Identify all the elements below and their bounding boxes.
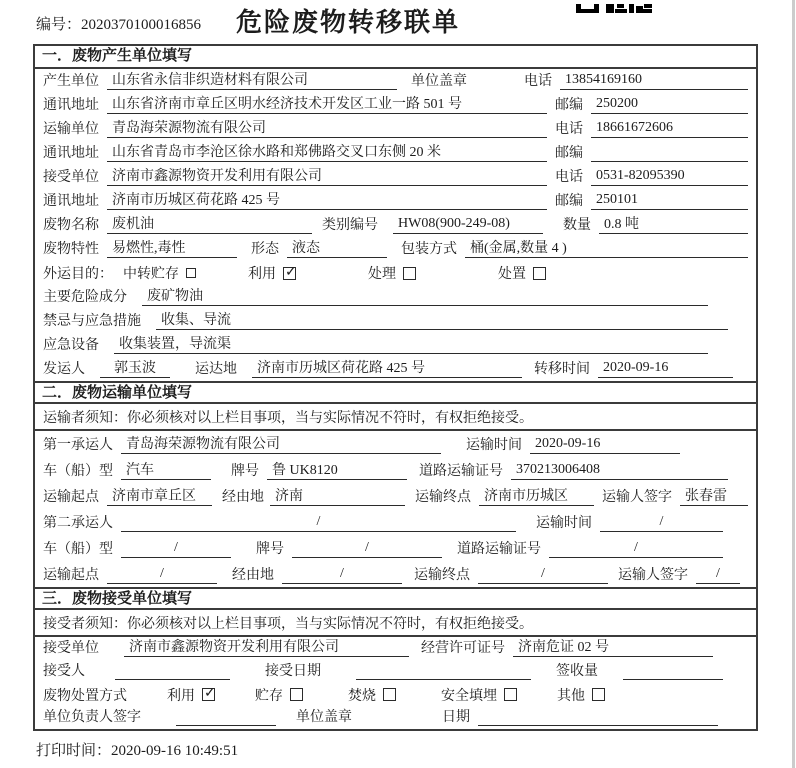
operating-license-label: 经营许可证号 [421, 641, 505, 656]
purpose-option-disposal [498, 263, 546, 283]
producer-zip-label: 邮编 [555, 98, 583, 113]
category-label: 类别编号 [322, 218, 378, 233]
waste-name-label: 废物名称 [43, 218, 99, 233]
row-producer-address [35, 93, 756, 117]
receive-unit-value: 济南市鑫源物资开发利用有限公司 [124, 636, 409, 657]
transporter-zip-label: 邮编 [555, 146, 583, 161]
option-label: 焚烧 [348, 688, 376, 704]
row-consignor [35, 357, 756, 381]
transfer-time-label: 转移时间 [534, 362, 590, 377]
disposal-option-use [167, 685, 215, 705]
operating-license-value: 济南危证 02 号 [513, 636, 713, 657]
end2-label: 运输终点 [414, 568, 470, 583]
transport-time2-label: 运输时间 [536, 516, 592, 531]
taboo-value: 收集、导流 [156, 309, 728, 330]
disposal-checkbox [533, 267, 546, 280]
option-label: 处置 [498, 267, 526, 282]
row-first-carrier [35, 431, 756, 457]
row-receive-person [35, 660, 756, 683]
plate-value: 鲁 UK8120 [267, 459, 407, 480]
carrier-sign-label: 运输人签字 [602, 490, 672, 505]
receiver-zip-label: 邮编 [555, 194, 583, 209]
serial-label: 编号： [36, 17, 82, 33]
transporter-phone-label: 电话 [555, 122, 583, 137]
purpose-option-use [248, 263, 296, 283]
carrier-sign2-value: / [696, 566, 740, 584]
category-value: HW08(900-249-08) [393, 216, 543, 234]
plate-label: 牌号 [231, 464, 259, 479]
packing-label: 包装方式 [401, 242, 457, 257]
hazard-value: 废矿物油 [142, 285, 708, 306]
receiver-address-value: 济南市历城区荷花路 425 号 [107, 189, 547, 210]
option-label: 中转贮存 [123, 267, 179, 282]
road-license-value: 370213006408 [511, 462, 728, 480]
quantity-value: 0.8 吨 [599, 213, 748, 234]
row-receive-unit [35, 637, 756, 660]
second-carrier-value: / [121, 514, 516, 532]
transporter-unit-label: 运输单位 [43, 122, 99, 137]
page-title: 危险废物转移联单 [235, 8, 460, 37]
via-value: 济南 [270, 485, 405, 506]
receiver-zip-value: 250101 [591, 192, 748, 210]
row-waste-name [35, 213, 756, 237]
row-receiver-unit [35, 165, 756, 189]
unit-seal-label: 单位盖章 [411, 74, 467, 89]
transfer-time-value: 2020-09-16 [598, 360, 733, 378]
print-time-value: 2020-09-16 10:49:51 [111, 743, 239, 759]
treatment-checkbox [403, 267, 416, 280]
end2-value: / [478, 566, 608, 584]
road-license-label: 道路运输证号 [419, 464, 503, 479]
row-vehicle-1 [35, 457, 756, 483]
receive-date2-label: 日期 [442, 710, 470, 725]
receive-unit-label: 接受单位 [43, 641, 99, 656]
section3-header: 三．废物接受单位填写 [35, 587, 756, 610]
print-time-line [36, 739, 238, 760]
producer-unit-value: 山东省永信非织造材料有限公司 [107, 69, 397, 90]
chief-signature-label: 单位负责人签字 [43, 710, 141, 725]
signed-amount-label: 签收量 [556, 664, 598, 679]
consignor-value: 郭玉波 [100, 357, 170, 378]
row-disposal-method [35, 683, 756, 706]
purpose-option-transfer-storage [123, 263, 196, 283]
first-carrier-label: 第一承运人 [43, 438, 113, 453]
via-label: 经由地 [222, 490, 264, 505]
row-transporter-address [35, 141, 756, 165]
row-emergency-equipment [35, 333, 756, 357]
producer-zip-value: 250200 [591, 96, 748, 114]
option-label: 利用 [167, 688, 195, 704]
via2-label: 经由地 [232, 568, 274, 583]
purpose-label: 外运目的： [43, 267, 113, 282]
producer-unit-label: 产生单位 [43, 74, 99, 89]
row-route-1 [35, 483, 756, 509]
purpose-option-treatment [368, 263, 416, 283]
destination-label: 运达地 [195, 362, 237, 377]
disposal-method-label: 废物处置方式 [43, 688, 127, 704]
use-checkbox [283, 267, 296, 280]
vehicle-type2-label: 车（船）型 [43, 542, 113, 557]
end-label: 运输终点 [415, 490, 471, 505]
quantity-label: 数量 [563, 218, 591, 233]
row-transporter-unit [35, 117, 756, 141]
row-purpose [35, 261, 756, 285]
receive-date-value [356, 662, 531, 680]
packing-value: 桶(金属,数量 4 ) [465, 237, 748, 258]
receive-person-value [115, 662, 230, 680]
hazard-label: 主要危险成分 [43, 290, 127, 305]
form-value: 液态 [287, 237, 387, 258]
receiver-notice: 接受者须知：你必须核对以上栏目事项，当与实际情况不符时，有权拒绝接受。 [35, 610, 756, 637]
consignor-label: 发运人 [43, 362, 85, 377]
receiver-phone-value: 0531-82095390 [591, 168, 748, 186]
transfer-storage-checkbox [186, 268, 196, 278]
transporter-notice: 运输者须知：你必须核对以上栏目事项，当与实际情况不符时，有权拒绝接受。 [35, 404, 756, 431]
origin-value: 济南市章丘区 [107, 485, 212, 506]
receiver-unit-label: 接受单位 [43, 170, 99, 185]
origin2-label: 运输起点 [43, 568, 99, 583]
disposal-option-storage [255, 685, 303, 705]
signed-amount-value [623, 662, 723, 680]
disposal-option-incineration [348, 685, 396, 705]
first-carrier-value: 青岛海荣源物流有限公司 [121, 433, 441, 454]
disposal-option-landfill [441, 685, 517, 705]
destination-value: 济南市历城区荷花路 425 号 [252, 357, 522, 378]
plate2-label: 牌号 [256, 542, 284, 557]
receiver-address-label: 通讯地址 [43, 194, 99, 209]
receiver-phone-label: 电话 [555, 170, 583, 185]
page-right-edge [792, 0, 795, 768]
character-label: 废物特性 [43, 242, 99, 257]
receive-person-label: 接受人 [43, 664, 85, 679]
vehicle-type2-value: / [121, 540, 231, 558]
option-label: 处理 [368, 267, 396, 282]
option-label: 其他 [557, 688, 585, 704]
transport-time-label: 运输时间 [466, 438, 522, 453]
row-chief-signature [35, 706, 756, 729]
producer-address-value: 山东省济南市章丘区明水经济技术开发区工业一路 501 号 [107, 93, 547, 114]
transporter-phone-value: 18661672606 [591, 120, 748, 138]
qr-code-fragment-icon [576, 0, 652, 18]
via2-value: / [282, 566, 402, 584]
disposal-storage-checkbox [290, 688, 303, 701]
character-value: 易燃性,毒性 [107, 237, 237, 258]
section1-header: 一．废物产生单位填写 [35, 46, 756, 69]
disposal-landfill-checkbox [504, 688, 517, 701]
origin2-value: / [107, 566, 217, 584]
carrier-sign-value: 张春雷 [680, 485, 748, 506]
row-taboo-measures [35, 309, 756, 333]
taboo-label: 禁忌与应急措施 [43, 314, 141, 329]
transport-time2-value: / [600, 514, 723, 532]
disposal-incineration-checkbox [383, 688, 396, 701]
end-value: 济南市历城区 [479, 485, 594, 506]
road-license2-value: / [549, 540, 723, 558]
form-label: 形态 [251, 242, 279, 257]
row-hazard-component [35, 285, 756, 309]
plate2-value: / [292, 540, 442, 558]
equipment-value: 收集装置，导流渠 [114, 333, 708, 354]
vehicle-type-label: 车（船）型 [43, 464, 113, 479]
receive-date2-value [478, 708, 718, 726]
receive-seal-label: 单位盖章 [296, 710, 352, 725]
equipment-label: 应急设备 [43, 338, 99, 353]
section2-header: 二．废物运输单位填写 [35, 381, 756, 404]
disposal-option-other [557, 685, 605, 705]
row-route-2 [35, 561, 756, 587]
manifest-form-table [33, 44, 758, 731]
transport-time-value: 2020-09-16 [530, 436, 680, 454]
transporter-address-value: 山东省青岛市李沧区徐水路和郑佛路交叉口东侧 20 米 [107, 141, 547, 162]
vehicle-type-value: 汽车 [121, 459, 211, 480]
carrier-sign2-label: 运输人签字 [618, 568, 688, 583]
option-label: 贮存 [255, 688, 283, 704]
disposal-use-checkbox [202, 688, 215, 701]
row-vehicle-2 [35, 535, 756, 561]
receive-date-label: 接受日期 [265, 664, 321, 679]
transporter-zip-value [591, 144, 748, 162]
producer-phone-value: 13854169160 [560, 72, 748, 90]
receiver-unit-value: 济南市鑫源物资开发利用有限公司 [107, 165, 547, 186]
print-time-label: 打印时间： [36, 743, 112, 759]
producer-phone-label: 电话 [524, 74, 552, 89]
waste-name-value: 废机油 [107, 213, 312, 234]
transporter-address-label: 通讯地址 [43, 146, 99, 161]
serial-number: 2020370100016856 [81, 17, 202, 33]
second-carrier-label: 第二承运人 [43, 516, 113, 531]
disposal-other-checkbox [592, 688, 605, 701]
road-license2-label: 道路运输证号 [457, 542, 541, 557]
chief-signature-value [176, 708, 276, 726]
row-producer-unit [35, 69, 756, 93]
option-label: 安全填埋 [441, 688, 497, 704]
transporter-unit-value: 青岛海荣源物流有限公司 [107, 117, 547, 138]
row-waste-character [35, 237, 756, 261]
row-receiver-address [35, 189, 756, 213]
option-label: 利用 [248, 267, 276, 282]
row-second-carrier [35, 509, 756, 535]
producer-address-label: 通讯地址 [43, 98, 99, 113]
origin-label: 运输起点 [43, 490, 99, 505]
